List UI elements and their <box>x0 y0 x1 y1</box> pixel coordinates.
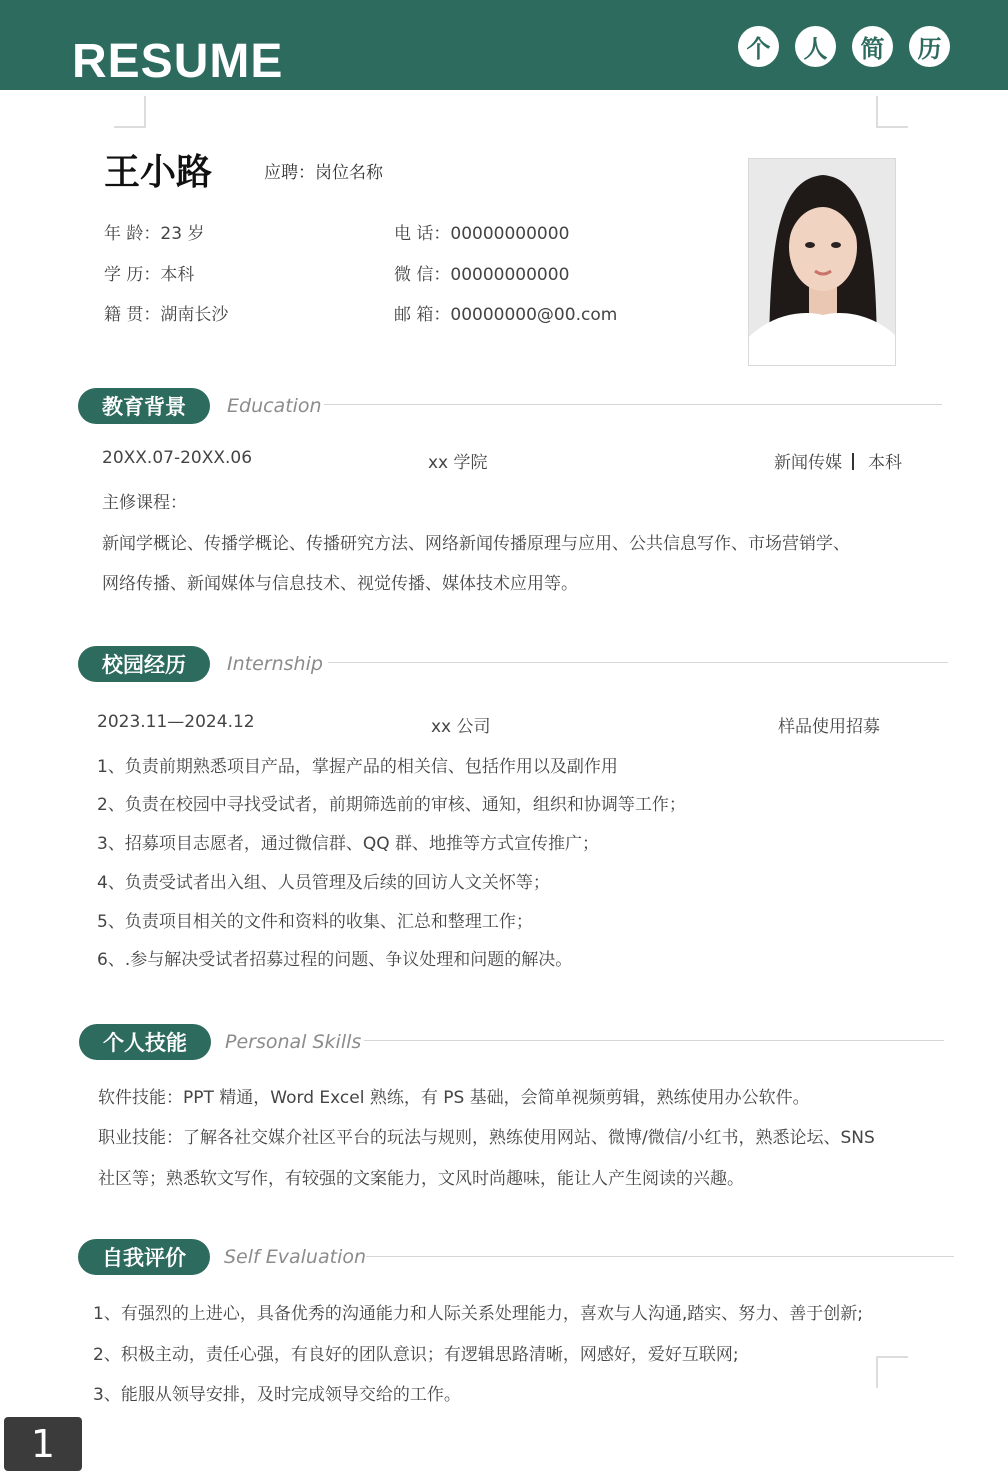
campus-item: 5、负责项目相关的文件和资料的收集、汇总和整理工作； <box>97 912 533 932</box>
skills-line: 社区等；熟悉软文写作，有较强的文案能力，文风时尚趣味，能让人产生阅读的兴趣。 <box>98 1169 744 1189</box>
section-subtitle-education: Education <box>227 395 322 417</box>
courses-label: 主修课程： <box>102 493 187 513</box>
campus-company: xx 公司 <box>431 717 491 737</box>
section-divider <box>364 1040 944 1041</box>
campus-item: 6、.参与解决受试者招募过程的问题、争议处理和问题的解决。 <box>97 950 573 970</box>
education-school: xx 学院 <box>428 453 488 473</box>
resume-title: RESUME <box>72 35 284 88</box>
education-period: 20XX.07-20XX.06 <box>102 448 253 468</box>
info-wechat: 微 信：00000000000 <box>394 265 570 285</box>
info-email: 邮 箱：00000000@00.com <box>394 305 618 325</box>
title-badges <box>738 26 950 67</box>
campus-item: 4、负责受试者出入组、人员管理及后续的回访人文关怀等； <box>97 873 550 893</box>
candidate-name: 王小路 <box>104 152 213 193</box>
badge-char: 人 <box>795 26 836 67</box>
skills-line: 职业技能：了解各社交媒介社区平台的玩法与规则，熟练使用网站、微博/微信/小红书，熟悉论坛、SNS <box>98 1128 875 1148</box>
section-divider <box>328 662 948 663</box>
self-eval-item: 2、积极主动，责任心强，有良好的团队意识；有逻辑思路清晰，网感好，爱好互联网; <box>93 1345 739 1365</box>
badge-char: 简 <box>852 26 893 67</box>
apply-position: 应聘：岗位名称 <box>264 163 383 183</box>
education-degree: 本科 <box>868 453 902 473</box>
section-subtitle-skills: Personal Skills <box>225 1031 362 1053</box>
section-title-education: 教育背景 <box>78 388 210 424</box>
info-age: 年 龄：23 岁 <box>104 224 205 244</box>
info-education: 学 历：本科 <box>104 265 195 285</box>
section-divider <box>324 404 942 405</box>
campus-item: 1、负责前期熟悉项目产品，掌握产品的相关信、包括作用以及副作用 <box>97 757 618 777</box>
info-phone: 电 话：00000000000 <box>394 224 570 244</box>
skills-line: 软件技能：PPT 精通，Word Excel 熟练，有 PS 基础，会简单视频剪辑，熟练使用办公软件。 <box>98 1088 810 1108</box>
campus-item: 2、负责在校园中寻找受试者，前期筛选前的审核、通知，组织和协调等工作； <box>97 795 686 815</box>
badge-char: 个 <box>738 26 779 67</box>
section-title-self-eval: 自我评价 <box>78 1239 210 1275</box>
section-title-campus: 校园经历 <box>78 646 210 682</box>
portrait-illustration <box>749 159 896 366</box>
education-major-degree <box>774 448 902 473</box>
corner-mark <box>114 96 146 128</box>
courses-line: 新闻学概论、传播学概论、传播研究方法、网络新闻传播原理与应用、公共信息写作、市场营销学、 <box>102 534 850 554</box>
self-eval-item: 3、能服从领导安排，及时完成领导交给的工作。 <box>93 1385 461 1405</box>
separator <box>852 453 854 470</box>
campus-role: 样品使用招募 <box>778 717 880 737</box>
corner-mark <box>876 1356 908 1388</box>
section-subtitle-campus: Internship <box>227 653 323 675</box>
courses-line: 网络传播、新闻媒体与信息技术、视觉传播、媒体技术应用等。 <box>102 574 578 594</box>
section-divider <box>366 1256 954 1257</box>
corner-mark <box>876 96 908 128</box>
education-major: 新闻传媒 <box>774 453 842 473</box>
campus-item: 3、招募项目志愿者，通过微信群、QQ 群、地推等方式宣传推广； <box>97 834 599 854</box>
self-eval-item: 1、有强烈的上进心，具备优秀的沟通能力和人际关系处理能力，喜欢与人沟通,踏实、努力、善于创新; <box>93 1304 863 1324</box>
page-number: 1 <box>4 1417 82 1471</box>
section-subtitle-self-eval: Self Evaluation <box>224 1246 367 1268</box>
section-title-skills: 个人技能 <box>79 1024 211 1060</box>
badge-char: 历 <box>909 26 950 67</box>
campus-period: 2023.11—2024.12 <box>97 712 255 732</box>
info-hometown: 籍 贯：湖南长沙 <box>104 305 229 325</box>
profile-photo <box>748 158 896 366</box>
